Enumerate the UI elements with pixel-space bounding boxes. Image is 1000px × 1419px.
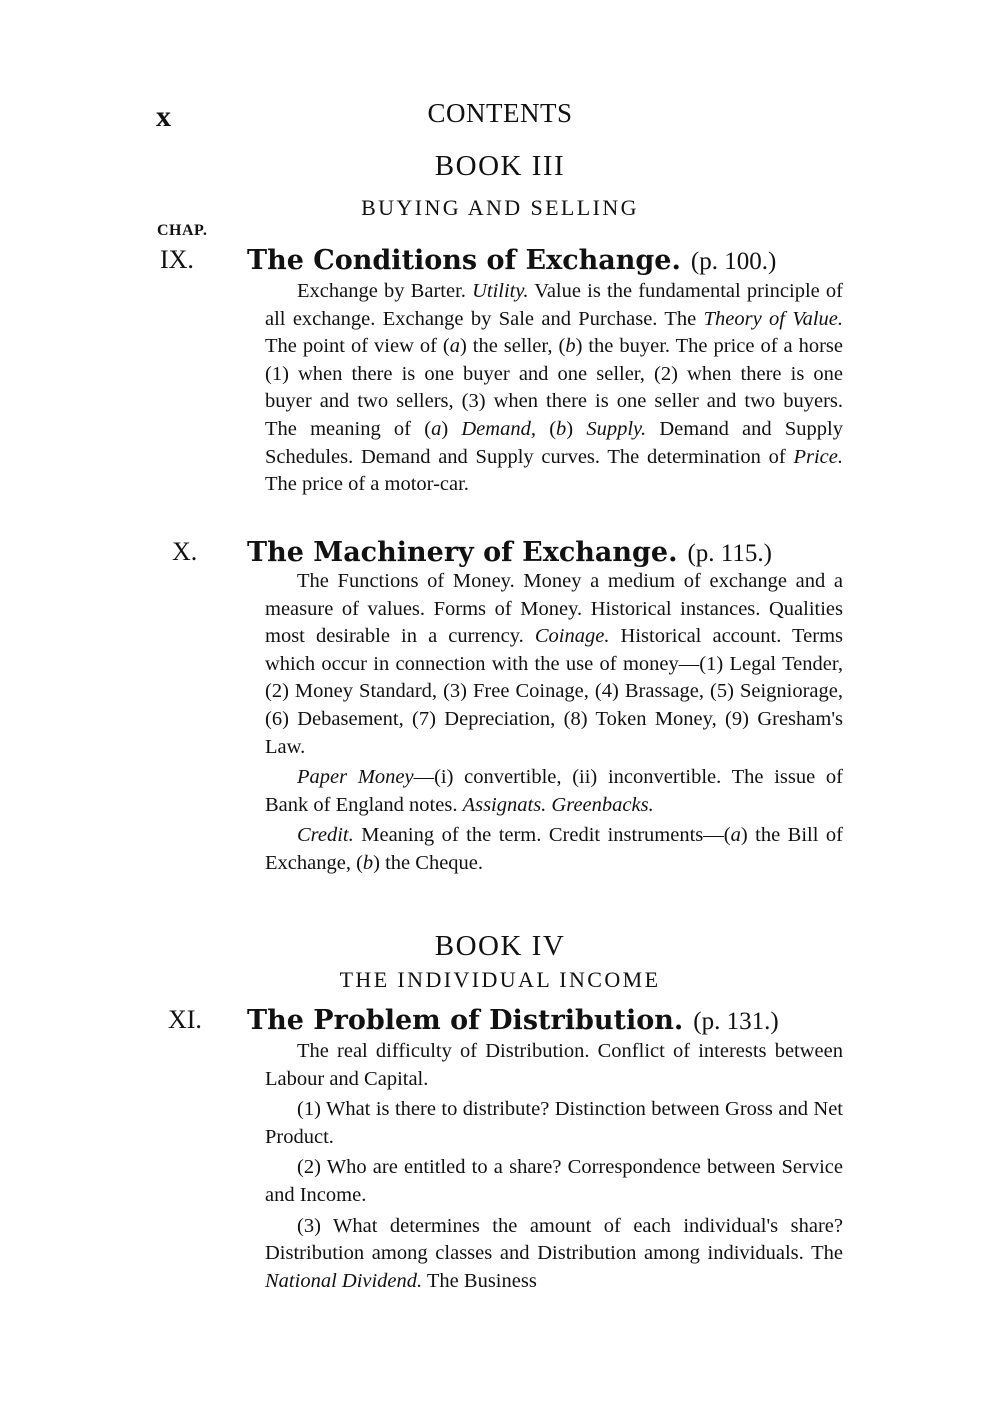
summary-text: (3) What determines the amount of each individual's share? Distribution among classes and Distribution among individuals. The xyxy=(265,1214,843,1265)
summary-text: (1) What is there to distribute? Distinction between Gross and Net Product. xyxy=(265,1098,843,1148)
summary-paragraph xyxy=(265,1154,843,1209)
chapter-number-ix: IX. xyxy=(160,245,194,274)
summary-text: The Business xyxy=(422,1269,537,1292)
summary-text: The real difficulty of Distribution. Conflict of interests between Labour and Capital. xyxy=(265,1040,843,1090)
summary-text: (2) Who are entitled to a share? Correspondence between Service and Income. xyxy=(265,1156,843,1206)
book-heading-iii: BOOK III xyxy=(434,150,566,182)
italic-term: Theory of Value. xyxy=(703,307,843,330)
italic-term: a xyxy=(730,824,741,847)
summary-text: ( xyxy=(535,417,557,440)
summary-text: ) the buyer. The price of a horse (1) when there is one buyer and one seller, (2) when there is one buyer and two sellers, (3) when there is one seller and two buyers. The meaning of ( xyxy=(265,335,843,440)
summary-text: —(i) convertible, (ii) inconvertible. The issue of Bank of England notes. xyxy=(265,766,843,816)
italic-term: b xyxy=(565,335,576,358)
running-title xyxy=(0,98,1000,129)
chapter-page-ref: (p. 115.) xyxy=(687,540,772,567)
summary-text: Exchange by Barter. xyxy=(297,280,473,302)
summary-paragraph xyxy=(265,278,843,499)
chapter-title-ix xyxy=(247,243,776,277)
book-subheading-iii: BUYING AND SELLING xyxy=(361,195,639,220)
italic-term: b xyxy=(362,851,374,874)
running-title-text: CONTENTS xyxy=(427,98,573,128)
italic-term: a xyxy=(431,417,442,440)
chapter-number-xi: XI. xyxy=(168,1005,202,1034)
summary-text: ) the Cheque. xyxy=(373,851,484,874)
italic-term: Credit. xyxy=(297,824,354,847)
italic-term: a xyxy=(449,335,460,358)
page-number: x xyxy=(156,100,171,133)
summary-text: The price of a motor-car. xyxy=(265,473,469,496)
summary-text: Demand and Supply Schedules. Demand and Supply curves. The determination of xyxy=(265,417,843,468)
summary-paragraph xyxy=(265,764,843,819)
chapter-summary-ix xyxy=(265,278,843,499)
italic-term: Coinage. xyxy=(534,625,610,648)
chapter-summary-x xyxy=(265,568,843,878)
summary-text: ) the seller, ( xyxy=(459,335,566,358)
chapter-summary-xi xyxy=(265,1038,843,1295)
summary-text: ) the Bill of Exchange, ( xyxy=(265,824,843,874)
chap-label: CHAP. xyxy=(157,222,208,239)
summary-paragraph xyxy=(265,1096,843,1151)
summary-paragraph xyxy=(265,822,843,877)
italic-term: Price. xyxy=(793,445,843,468)
book-subheading-iv: THE INDIVIDUAL INCOME xyxy=(339,967,661,992)
chapter-title-x xyxy=(247,535,772,569)
italic-term: Assignats. Greenbacks. xyxy=(462,793,654,816)
chapter-title-xi xyxy=(247,1003,779,1037)
chapter-page-ref: (p. 100.) xyxy=(690,248,777,275)
summary-text: Historical account. Terms which occur in connection with the use of money—(1) Legal Tender, (2) Money Standard, (3) Free Coinage, (4) Brassage, (5) Seigniorage, (6) Debasement, (7) Depreciation, (8) Token Money, (9) Gresham's Law. xyxy=(265,625,843,758)
chapter-title-text: The Conditions of Exchange. xyxy=(247,245,681,276)
summary-paragraph xyxy=(265,1038,843,1093)
summary-text: ) xyxy=(566,417,587,440)
italic-term: Paper Money xyxy=(297,766,414,789)
italic-term: Demand, xyxy=(461,417,536,440)
summary-text: Meaning of the term. Credit instruments—( xyxy=(353,824,731,847)
summary-text: Value is the fundamental principle of all exchange. Exchange by Sale and Purchase. The xyxy=(265,280,843,330)
summary-text: ) xyxy=(441,417,462,440)
chapter-number-x: X. xyxy=(172,537,198,566)
chapter-title-text: The Problem of Distribution. xyxy=(247,1005,684,1036)
summary-text: The Functions of Money. Money a medium of exchange and a measure of values. Forms of Money. Historical instances. Qualities most desirable in a currency. xyxy=(265,570,843,648)
summary-text: The point of view of ( xyxy=(265,335,450,358)
italic-term: Supply. xyxy=(586,417,647,440)
italic-term: National Dividend. xyxy=(265,1269,423,1292)
chapter-page-ref: (p. 131.) xyxy=(693,1008,779,1035)
summary-paragraph xyxy=(265,568,843,761)
summary-paragraph xyxy=(265,1213,843,1296)
chapter-title-text: The Machinery of Exchange. xyxy=(247,537,678,568)
italic-term: b xyxy=(556,417,567,440)
italic-term: Utility. xyxy=(472,280,529,302)
book-heading-iv: BOOK IV xyxy=(434,930,566,962)
